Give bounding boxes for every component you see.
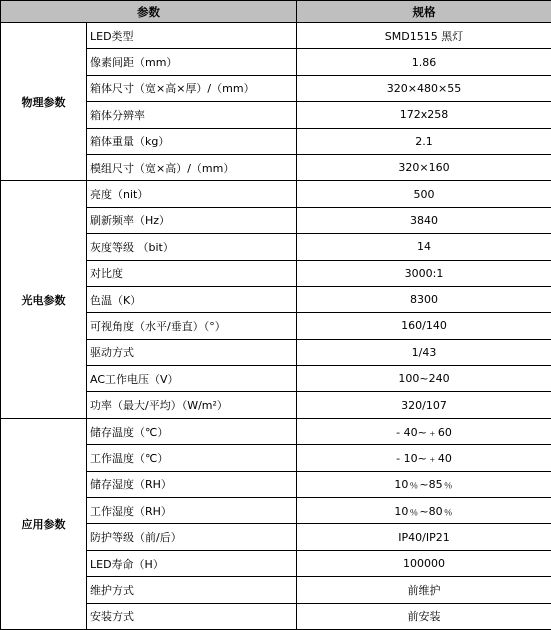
param-value: 320×480×55	[297, 75, 551, 101]
param-label: 功率（最大/平均）（W/m²）	[87, 392, 297, 418]
param-value: 3000:1	[297, 260, 551, 286]
param-label: 箱体重量（kg）	[87, 128, 297, 154]
param-value: 前安装	[297, 603, 551, 629]
param-label: AC工作电压（V）	[87, 366, 297, 392]
param-label: 安装方式	[87, 603, 297, 629]
table-row	[1, 181, 551, 207]
param-value: SMD1515 黑灯	[297, 23, 551, 49]
table-row	[1, 418, 551, 444]
param-label: LED寿命（H）	[87, 550, 297, 576]
param-label: 箱体尺寸（宽×高×厚）/（mm）	[87, 75, 297, 101]
param-value: 1.86	[297, 49, 551, 75]
param-label: 像素间距（mm）	[87, 49, 297, 75]
group-label-physical: 物理参数	[1, 23, 87, 181]
header-param: 参数	[1, 1, 297, 23]
param-label: 对比度	[87, 260, 297, 286]
param-value: 10﹪~80﹪	[297, 498, 551, 524]
param-value: 14	[297, 234, 551, 260]
param-label: 驱动方式	[87, 339, 297, 365]
param-label: LED类型	[87, 23, 297, 49]
param-value: 前维护	[297, 577, 551, 603]
param-label: 储存温度（℃）	[87, 418, 297, 444]
param-value: 100000	[297, 550, 551, 576]
param-value: 172x258	[297, 102, 551, 128]
table-row	[1, 23, 551, 49]
param-value: 8300	[297, 286, 551, 312]
param-value: - 10~﹢40	[297, 445, 551, 471]
param-label: 亮度（nit）	[87, 181, 297, 207]
param-value: 320×160	[297, 154, 551, 180]
param-label: 工作温度（℃）	[87, 445, 297, 471]
param-value: 100~240	[297, 366, 551, 392]
param-value: 3840	[297, 207, 551, 233]
param-value: IP40/IP21	[297, 524, 551, 550]
param-label: 工作湿度（RH）	[87, 498, 297, 524]
param-value: 10﹪~85﹪	[297, 471, 551, 497]
param-label: 模组尺寸（宽×高）/（mm）	[87, 154, 297, 180]
group-label-application: 应用参数	[1, 418, 87, 629]
param-label: 色温（K）	[87, 286, 297, 312]
header-row	[1, 1, 551, 23]
param-value: - 40~﹢60	[297, 418, 551, 444]
param-value: 320/107	[297, 392, 551, 418]
param-label: 可视角度（水平/垂直）（°）	[87, 313, 297, 339]
group-label-optoelectronic: 光电参数	[1, 181, 87, 419]
param-value: 500	[297, 181, 551, 207]
param-label: 维护方式	[87, 577, 297, 603]
param-label: 防护等级（前/后）	[87, 524, 297, 550]
header-spec: 规格	[297, 1, 551, 23]
param-label: 灰度等级 （bit）	[87, 234, 297, 260]
param-value: 1/43	[297, 339, 551, 365]
param-label: 箱体分辨率	[87, 102, 297, 128]
param-value: 2.1	[297, 128, 551, 154]
param-value: 160/140	[297, 313, 551, 339]
param-label: 刷新频率（Hz）	[87, 207, 297, 233]
param-label: 储存湿度（RH）	[87, 471, 297, 497]
